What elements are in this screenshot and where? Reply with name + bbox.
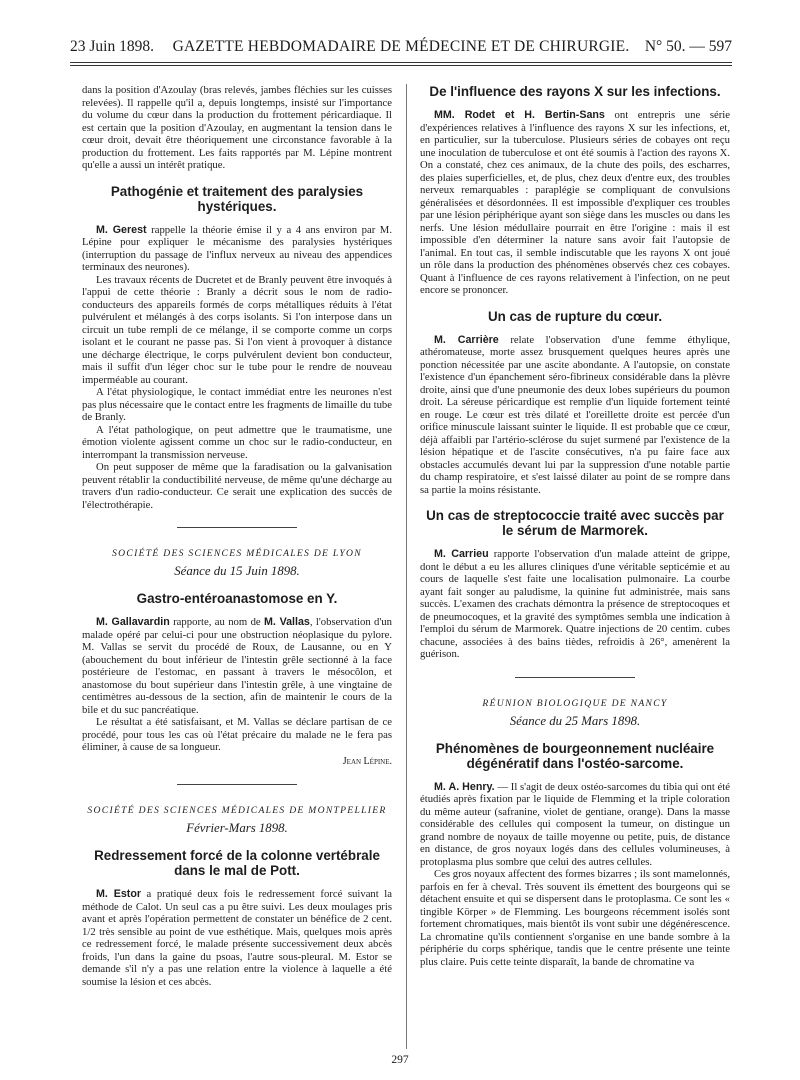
author-name: M. A. Henry. [434, 780, 495, 793]
journal-title: GAZETTE HEBDOMADAIRE DE MÉDECINE ET DE CHIRURGIE. [172, 38, 630, 55]
continued-paragraph: dans la position d'Azoulay (bras relevés, jambes fléchies sur les cuisses relevées). Il rappelle qu'il a, depuis longtemps, insisté sur l'importance du volume du cœur dans la production du frottement péricardiaque. Il est certain que la position d'Azoulay, en augmentant la tension dans le cœur droit, devait être théoriquement une circonstance favorable à la production du frottement. Les faits rapportés par M. Lépine montrent qu'elle a aussi un intérêt pratique. [82, 84, 392, 171]
society-heading-montpellier: SOCIÉTÉ DES SCIENCES MÉDICALES DE MONTPELLIER [87, 805, 387, 816]
paragraph: M. Gallavardin rapporte, au nom de M. Vallas, l'observation d'un malade opéré par celui-ci pour une obstruction néoplasique du pylore. M. Vallas se servit du procédé de Roux, de Lausanne, ou en Y (abouchement du bout inférieur de l'intestin grêle sectionné à la face postérieure de l'estomac, en passant à travers le mésocôlon, et anastomose du bout supérieur dans l'intestin grêle, à une vingtaine de centimètres au-dessous de la section, afin de maintenir le cours de la bile et du suc pancréatique. [82, 616, 392, 716]
issue-page-number: N° 50. — 597 [644, 38, 732, 55]
seance-date: Séance du 15 Juin 1898. [174, 564, 300, 578]
author-name: M. Carrière [434, 333, 499, 346]
header-rule [70, 62, 732, 63]
separator-rule [177, 784, 297, 785]
paragraph: A l'état pathologique, on peut admettre que le traumatisme, une émotion violente agissent comme un choc sur le radio-conducteur, en interrompant la transmission nerveuse. [82, 423, 392, 461]
section-title-streptococcie: Un cas de streptococcie traité avec succès par le sérum de Marmorek. [426, 508, 724, 538]
paragraph: M. Estor a pratiqué deux fois le redressement forcé suivant la méthode de Calot. Un seul cas a pu être suivi. Les deux moulages pris avant et après l'opération permettent de constater un bénéfice de 2 cent. 1/2 très sensible au point de vue esthétique. Mais, quelques mois après ce redressement forcé, le malade présente successivement deux abcès froids, l'un dans la gaine du psoas, l'autre sous-pleural. M. Estor se demande s'il n'y a pas une relation entre la violence à laquelle a été soumise la lésion et ces abcès. [82, 888, 392, 988]
paragraph: A l'état physiologique, le contact immédiat entre les neurones n'est pas plus nécessaire que le contact entre les fragments de limaille du tube de Branly. [82, 386, 392, 423]
section-title-paralysies: Pathogénie et traitement des paralysies hystériques. [110, 183, 364, 214]
author-name: MM. Rodet et H. Bertin-Sans [434, 109, 605, 121]
seance-date: Séance du 25 Mars 1898. [509, 713, 641, 728]
section-title-gastro: Gastro-entéroanastomose en Y. [136, 591, 338, 606]
signature: Jean Lépine. [342, 755, 392, 767]
paragraph: M. Carrieu rapporte l'observation d'un malade atteint de grippe, dont le début a eu les allures cliniques d'une véritable septicémie et au cours de laquelle s'est faite une localisation pulmonaire. La courbe ayant fait songer au paludisme, la quinine fut administrée, mais sans succès. L'examen des crachats démontra la présence de streptocoques et de pneumocoques, et la gravité des symptômes sembla une indication à l'emploi du sérum de Marmorek. Quatre injections de 20 centim. cubes chacune, associées à des bains tièdes, refroidis à 26°, amenèrent la guérison. [420, 548, 731, 660]
section-title-redressement: Redressement forcé de la colonne vertébrale dans le mal de Pott. [94, 848, 380, 878]
paragraph: Ces gros noyaux affectent des formes bizarres ; ils sont mamelonnés, parfois en fer à cheval. Très souvent ils émettent des bourgeons qui se détachent ensuite et qui se dispersent dans le protoplasma. Ce sont les « tingible Körper » de Flemming. Les bourgeons récemment isolés sont fortement chromatiques, mais bientôt ils vont subir une dégénérescence. La chromatine qu'ils contiennent s'organise en une bande sombre à la périphérie du corps sphérique, tandis que le centre présente une teinte plus claire. Puis cette teinte disparaît, la bande de chromatine va [420, 868, 730, 968]
society-heading-lyon: SOCIÉTÉ DES SCIENCES MÉDICALES DE LYON [112, 548, 362, 559]
running-head [70, 38, 732, 56]
paragraph: Le résultat a été satisfaisant, et M. Vallas se déclare partisan de ce procédé, pour tous les cas où l'état précaire du malade ne le fera pas éliminer, à cause de sa longueur. [82, 716, 392, 753]
paragraph: Les travaux récents de Ducretet et de Branly peuvent être invoqués à l'appui de cette théorie : Branly a décrit sous le nom de radio-conducteurs des appareils formés de corps métalliques réduits à l'état pulvérulent et mélangés à des corps isolants. Si l'on interpose dans un circuit un tube rempli de ce mélange, il se comporte comme un corps isolant et le courant ne passe pas. Si l'on vient à provoquer à distance une décharge électrique, le corps pulvérulent devient bon conducteur, mais il suffit d'un léger choc sur le tube pour le rendre de nouveau imperméable au courant. [82, 273, 392, 386]
separator-rule [177, 527, 297, 528]
society-heading-nancy: RÉUNION BIOLOGIQUE DE NANCY [482, 697, 668, 709]
section-title-rupture-coeur: Un cas de rupture du cœur. [487, 308, 663, 324]
separator-rule [515, 677, 635, 678]
paragraph: M. Carrière relate l'observation d'une femme éthylique, athéromateuse, morte assez brusquement quelques heures après une ponction nécessitée par une ascite abondante. A l'autopsie, on constate l'existence d'un épanchement séro-fibrineux considérable dans la plèvre droite, ainsi que d'une pneumonie des deux lobes supérieurs du poumon droit. La séreuse péricardique est remplie d'un liquide fortement teinté en rouge. Le cœur est très dilaté et l'oreillette droite est percée d'un orifice minuscule laissant suinter le liquide. Il est probable que ce cœur, déjà affaibli par l'artério-sclérose du sujet surmené par l'existence de la lésion hépatique et de l'ascite consécutives, n'a pu faire face aux obstacles accumulés devant lui par la suppression d'une notable partie du champ respiratoire, et s'est laissé dilater au point de se rompre dans sa partie la moins résistante. [420, 333, 730, 496]
author-name: M. Gallavardin [96, 616, 170, 628]
column-divider [406, 84, 407, 1049]
author-name: M. Estor [96, 888, 142, 900]
paragraph: On peut supposer de même que la faradisation ou la galvanisation peuvent rétablir la conductibilité nerveuse, de même qu'une décharge au travers d'un radio-conducteur. Ce serait une explication des succès de l'électrothérapie. [82, 461, 392, 511]
paragraph: MM. Rodet et H. Bertin-Sans ont entrepris une série d'expériences relatives à l'influence des rayons X sur les infections, et, en particulier, sur la tuberculose. Plusieurs séries de cobayes ont reçu une inoculation de tuberculose et ont été soumis à l'action des rayons X. On a constaté, chez ces animaux, de la chute des poils, des escharres, des plaies superficielles, et, de plus, chez deux d'entre eux, des troubles nerveux remarquables : paraplégie se compliquant de convulsions généralisées et désordonnées. Il est impossible d'expliquer ces troubles par une lésion périphérique ayant son siège dans les muscles ou dans les nerfs. Une lésion médullaire pourrait en être l'origine : mais il est impossible d'en déterminer la nature sans avoir fait l'autopsie de l'animal. En tout cas, il semble indiscutable que les rayons X ont joué un rôle dans la production des phénomènes observés chez ces cobayes. Quant à l'influence de ces rayons relativement à l'infection, on ne peut encore se prononcer. [420, 109, 731, 296]
right-column [420, 84, 730, 1030]
paragraph: M. Gerest rappelle la théorie émise il y a 4 ans environ par M. Lépine pour expliquer le mécanisme des paralysies hystériques (interruption du passage de l'influx nerveux au niveau des appendices terminaux des neurones). [82, 223, 392, 273]
author-name: M. Vallas [264, 616, 310, 628]
left-column [82, 84, 392, 1030]
section-title-bourgeonnement: Phénomènes de bourgeonnement nucléaire dégénératif dans l'ostéo-sarcome. [435, 740, 715, 771]
seance-date: Février-Mars 1898. [186, 821, 288, 835]
section-title-rayons-x: De l'influence des rayons X sur les infections. [429, 84, 721, 99]
page-folio: 297 [391, 1054, 409, 1066]
header-rule-double [70, 65, 732, 66]
header-date: 23 Juin 1898. [70, 38, 154, 55]
paragraph: M. A. Henry. — Il s'agit de deux ostéo-sarcomes du tibia qui ont été étudiés après fixation par le liquide de Flemming et la triple coloration du même auteur (safranine, violet de gentiane, orange). Dans la masse considérable des cellules qui composent la tumeur, on distingue un grand nombre de noyaux de taille moyenne ou petite, puis, de distance en distance, de gros noyaux logés dans des cellules volumineuses, à protoplasma plus sombre que celui des autres cellules. [420, 780, 730, 868]
author-name: M. Gerest [96, 223, 147, 236]
author-name: M. Carrieu [434, 548, 489, 560]
